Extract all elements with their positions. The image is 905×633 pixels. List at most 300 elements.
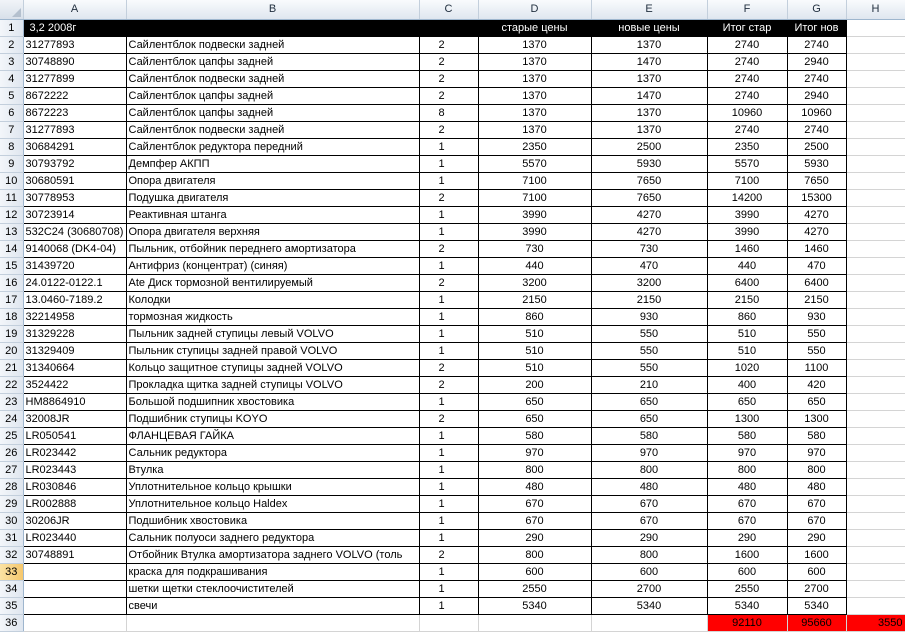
cell-h[interactable] [846,257,905,274]
cell-g[interactable]: 800 [787,461,846,478]
row-header[interactable]: 8 [0,138,23,155]
cell-f[interactable]: 10960 [707,104,787,121]
cell-f[interactable]: 970 [707,444,787,461]
cell-g[interactable]: 670 [787,512,846,529]
cell-h[interactable] [846,53,905,70]
row-header[interactable]: 20 [0,342,23,359]
cell-c[interactable]: 1 [419,223,478,240]
cell-b[interactable]: краска для подкрашивания [126,563,419,580]
cell-g[interactable]: 10960 [787,104,846,121]
cell-a[interactable]: HM8864910 [23,393,126,410]
row-header[interactable]: 24 [0,410,23,427]
cell-e[interactable]: 650 [591,410,707,427]
cell-f[interactable]: 600 [707,563,787,580]
row-header[interactable]: 2 [0,36,23,53]
cell-b[interactable]: Сайлентблок цапфы задней [126,87,419,104]
cell-f[interactable]: 2350 [707,138,787,155]
cell-d[interactable]: 2550 [478,580,591,597]
row-header[interactable]: 4 [0,70,23,87]
cell-g[interactable]: 470 [787,257,846,274]
row-header[interactable]: 35 [0,597,23,614]
cell-b[interactable]: Сайлентблок цапфы задней [126,53,419,70]
cell-g[interactable]: 930 [787,308,846,325]
cell-h[interactable] [846,580,905,597]
cell-c[interactable]: 1 [419,427,478,444]
cell-f[interactable]: 2150 [707,291,787,308]
cell-a[interactable]: 8672222 [23,87,126,104]
cell-d[interactable]: 480 [478,478,591,495]
cell-d[interactable]: 510 [478,342,591,359]
cell-g[interactable]: 1300 [787,410,846,427]
row-header[interactable]: 15 [0,257,23,274]
row-header[interactable]: 7 [0,121,23,138]
cell-e[interactable]: 670 [591,512,707,529]
cell-e[interactable]: 7650 [591,189,707,206]
cell-d[interactable]: 1370 [478,36,591,53]
column-header-c[interactable]: C [419,0,478,19]
cell-d[interactable]: 440 [478,257,591,274]
column-header-d[interactable]: D [478,0,591,19]
cell-c[interactable]: 2 [419,274,478,291]
column-header-f[interactable]: F [707,0,787,19]
cell-b[interactable]: Пыльник, отбойник переднего амортизатора [126,240,419,257]
cell-c[interactable]: 2 [419,121,478,138]
cell-d[interactable]: 600 [478,563,591,580]
cell-a[interactable]: 30206JR [23,512,126,529]
cell-g[interactable]: 5340 [787,597,846,614]
cell-c[interactable]: 2 [419,410,478,427]
row-header[interactable]: 34 [0,580,23,597]
cell-d[interactable]: 650 [478,393,591,410]
cell-a[interactable]: 30778953 [23,189,126,206]
cell-b[interactable]: Сальник редуктора [126,444,419,461]
cell-g1[interactable]: Итог нов [787,19,846,36]
cell-b[interactable]: Сайлентблок редуктора передний [126,138,419,155]
cell-d[interactable]: 7100 [478,189,591,206]
row-header[interactable]: 17 [0,291,23,308]
total-new-cell[interactable]: 95660 [787,614,846,631]
cell-a1[interactable]: 3,2 2008г [23,19,126,36]
cell-g[interactable]: 7650 [787,172,846,189]
cell-e[interactable]: 1470 [591,53,707,70]
cell-d[interactable]: 670 [478,495,591,512]
cell-d[interactable]: 1370 [478,104,591,121]
cell-f[interactable]: 580 [707,427,787,444]
cell-b[interactable]: Сайлентблок подвески задней [126,70,419,87]
cell-b[interactable]: Пыльник ступицы задней правой VOLVO [126,342,419,359]
cell-a[interactable]: LR050541 [23,427,126,444]
cell-g[interactable]: 2740 [787,36,846,53]
cell-h[interactable] [846,597,905,614]
total-difference-cell[interactable]: 3550 [846,614,905,631]
cell-h[interactable] [846,563,905,580]
cell-g[interactable]: 2700 [787,580,846,597]
row-header[interactable]: 11 [0,189,23,206]
row-header[interactable]: 31 [0,529,23,546]
cell-a[interactable]: LR002888 [23,495,126,512]
cell-g[interactable]: 2150 [787,291,846,308]
cell-f[interactable]: 2740 [707,121,787,138]
cell-a[interactable]: 31277893 [23,121,126,138]
row-header[interactable]: 32 [0,546,23,563]
cell-e[interactable]: 5340 [591,597,707,614]
cell-f[interactable]: 290 [707,529,787,546]
cell-b[interactable]: Демпфер АКПП [126,155,419,172]
cell-a[interactable]: 31340664 [23,359,126,376]
cell-h[interactable] [846,444,905,461]
cell-b[interactable]: Сайлентблок цапфы задней [126,104,419,121]
row-header[interactable]: 21 [0,359,23,376]
cell-d[interactable]: 5340 [478,597,591,614]
cell-d[interactable]: 800 [478,546,591,563]
cell-e[interactable]: 2500 [591,138,707,155]
cell-b[interactable]: Отбойник Втулка амортизатора заднего VOLVO (толь [126,546,419,563]
cell-b[interactable]: Втулка [126,461,419,478]
cell-f[interactable]: 670 [707,512,787,529]
cell-f[interactable]: 14200 [707,189,787,206]
cell-g[interactable]: 420 [787,376,846,393]
cell-b[interactable]: шетки щетки стеклоочистителей [126,580,419,597]
row-header[interactable]: 19 [0,325,23,342]
cell-a[interactable]: 13.0460-7189.2 [23,291,126,308]
row-header[interactable]: 9 [0,155,23,172]
cell-c[interactable]: 8 [419,104,478,121]
cell-f[interactable]: 7100 [707,172,787,189]
cell-e[interactable]: 650 [591,393,707,410]
cell-d[interactable]: 670 [478,512,591,529]
cell-h[interactable] [846,512,905,529]
cell-g[interactable]: 5930 [787,155,846,172]
cell-b[interactable]: Антифриз (концентрат) (синяя) [126,257,419,274]
cell-a[interactable]: 24.0122-0122.1 [23,274,126,291]
cell-h[interactable] [846,206,905,223]
cell-a[interactable]: 31439720 [23,257,126,274]
cell-g[interactable]: 1600 [787,546,846,563]
cell-a[interactable]: 9140068 (DK4-04) [23,240,126,257]
row-header[interactable]: 26 [0,444,23,461]
cell-d[interactable]: 1370 [478,87,591,104]
cell-c[interactable]: 1 [419,325,478,342]
cell-d[interactable]: 970 [478,444,591,461]
cell-h[interactable] [846,121,905,138]
cell-c[interactable]: 1 [419,393,478,410]
cell-b[interactable] [126,614,419,631]
cell-c[interactable]: 2 [419,240,478,257]
cell-c[interactable]: 1 [419,597,478,614]
cell-f[interactable]: 1020 [707,359,787,376]
cell-c[interactable]: 1 [419,478,478,495]
cell-d[interactable]: 1370 [478,121,591,138]
cell-e[interactable]: 550 [591,325,707,342]
row-header[interactable]: 25 [0,427,23,444]
cell-g[interactable]: 480 [787,478,846,495]
cell-d[interactable] [478,614,591,631]
cell-a[interactable]: 31277893 [23,36,126,53]
cell-a[interactable]: 30723914 [23,206,126,223]
row-header[interactable]: 27 [0,461,23,478]
cell-a[interactable]: 31329228 [23,325,126,342]
cell-g[interactable]: 2740 [787,70,846,87]
cell-a[interactable]: 8672223 [23,104,126,121]
cell-e[interactable]: 600 [591,563,707,580]
cell-a[interactable]: 30684291 [23,138,126,155]
cell-g[interactable]: 580 [787,427,846,444]
cell-f[interactable]: 2740 [707,70,787,87]
select-all-corner[interactable] [0,0,23,19]
cell-f[interactable]: 670 [707,495,787,512]
cell-h[interactable] [846,546,905,563]
row-header[interactable]: 30 [0,512,23,529]
cell-c[interactable]: 1 [419,580,478,597]
cell-e[interactable]: 1370 [591,36,707,53]
cell-b[interactable]: Ate Диск тормозной вентилируемый [126,274,419,291]
cell-g[interactable]: 4270 [787,223,846,240]
cell-c[interactable]: 1 [419,461,478,478]
cell-f[interactable]: 5340 [707,597,787,614]
cell-e[interactable]: 5930 [591,155,707,172]
cell-c[interactable]: 2 [419,376,478,393]
cell-b[interactable]: Подшибник ступицы KOYO [126,410,419,427]
cell-e[interactable]: 970 [591,444,707,461]
total-old-cell[interactable]: 92110 [707,614,787,631]
cell-h[interactable] [846,155,905,172]
cell-c[interactable]: 1 [419,257,478,274]
cell-b[interactable]: Опора двигателя верхняя [126,223,419,240]
cell-f[interactable]: 400 [707,376,787,393]
cell-a[interactable] [23,563,126,580]
cell-a[interactable]: LR023440 [23,529,126,546]
cell-f[interactable]: 1300 [707,410,787,427]
row-header[interactable]: 3 [0,53,23,70]
cell-c[interactable]: 1 [419,512,478,529]
cell-h[interactable] [846,359,905,376]
cell-b[interactable]: Колодки [126,291,419,308]
cell-b[interactable]: Сайлентблок подвески задней [126,36,419,53]
cell-h[interactable] [846,308,905,325]
cell-g[interactable]: 4270 [787,206,846,223]
cell-a[interactable]: LR030846 [23,478,126,495]
cell-c[interactable]: 1 [419,308,478,325]
cell-g[interactable]: 670 [787,495,846,512]
cell-e[interactable]: 800 [591,546,707,563]
cell-e[interactable]: 480 [591,478,707,495]
cell-f[interactable]: 2740 [707,53,787,70]
cell-h[interactable] [846,138,905,155]
cell-c[interactable]: 1 [419,138,478,155]
cell-a[interactable]: 31329409 [23,342,126,359]
cell-a[interactable]: 30748890 [23,53,126,70]
cell-b[interactable]: Реактивная штанга [126,206,419,223]
cell-d[interactable]: 580 [478,427,591,444]
cell-d[interactable]: 510 [478,359,591,376]
cell-g[interactable]: 1460 [787,240,846,257]
cell-f[interactable]: 3990 [707,223,787,240]
cell-d[interactable]: 3990 [478,206,591,223]
column-header-a[interactable]: A [23,0,126,19]
cell-f1[interactable]: Итог стар [707,19,787,36]
cell-a[interactable] [23,580,126,597]
cell-a[interactable]: 532C24 (30680708) [23,223,126,240]
cell-d[interactable]: 3990 [478,223,591,240]
cell-e[interactable]: 2150 [591,291,707,308]
cell-b[interactable]: свечи [126,597,419,614]
cell-g[interactable]: 550 [787,342,846,359]
cell-g[interactable]: 2500 [787,138,846,155]
row-header[interactable]: 33 [0,563,23,580]
cell-a[interactable]: LR023443 [23,461,126,478]
cell-c[interactable]: 2 [419,70,478,87]
cell-h[interactable] [846,478,905,495]
cell-g[interactable]: 15300 [787,189,846,206]
row-header[interactable]: 29 [0,495,23,512]
cell-c[interactable] [419,614,478,631]
cell-b[interactable]: Большой подшипник хвостовика [126,393,419,410]
cell-d[interactable]: 2350 [478,138,591,155]
cell-e[interactable]: 4270 [591,223,707,240]
cell-h[interactable] [846,36,905,53]
cell-b[interactable]: Опора двигателя [126,172,419,189]
cell-b[interactable]: Сайлентблок подвески задней [126,121,419,138]
cell-f[interactable]: 650 [707,393,787,410]
cell-g[interactable]: 600 [787,563,846,580]
cell-g[interactable]: 1100 [787,359,846,376]
cell-b[interactable]: Сальник полуоси заднего редуктора [126,529,419,546]
cell-d1[interactable]: старые цены [478,19,591,36]
row-header[interactable]: 22 [0,376,23,393]
cell-c[interactable]: 2 [419,546,478,563]
cell-f[interactable]: 5570 [707,155,787,172]
cell-a[interactable]: 30748891 [23,546,126,563]
cell-h[interactable] [846,376,905,393]
cell-a[interactable]: 32008JR [23,410,126,427]
cell-b[interactable]: тормозная жидкость [126,308,419,325]
cell-h[interactable] [846,87,905,104]
cell-b1[interactable] [126,19,419,36]
cell-e[interactable]: 730 [591,240,707,257]
cell-h[interactable] [846,427,905,444]
row-header[interactable]: 12 [0,206,23,223]
cell-f[interactable]: 800 [707,461,787,478]
cell-d[interactable]: 5570 [478,155,591,172]
cell-b[interactable]: Подшибник хвостовика [126,512,419,529]
cell-h[interactable] [846,189,905,206]
cell-e[interactable]: 580 [591,427,707,444]
cell-e[interactable]: 550 [591,359,707,376]
cell-f[interactable]: 480 [707,478,787,495]
cell-d[interactable]: 800 [478,461,591,478]
cell-e[interactable]: 670 [591,495,707,512]
cell-c[interactable]: 1 [419,444,478,461]
cell-h[interactable] [846,393,905,410]
row-header[interactable]: 10 [0,172,23,189]
cell-e[interactable]: 470 [591,257,707,274]
cell-b[interactable]: Уплотнительное кольцо Haldex [126,495,419,512]
cell-e[interactable]: 1370 [591,104,707,121]
cell-c[interactable]: 1 [419,342,478,359]
cell-c1[interactable] [419,19,478,36]
cell-f[interactable]: 2740 [707,36,787,53]
cell-h[interactable] [846,274,905,291]
cell-e[interactable]: 4270 [591,206,707,223]
cell-d[interactable]: 290 [478,529,591,546]
cell-e[interactable]: 930 [591,308,707,325]
cell-c[interactable]: 1 [419,563,478,580]
cell-b[interactable]: Уплотнительное кольцо крышки [126,478,419,495]
row-header[interactable]: 14 [0,240,23,257]
cell-e[interactable]: 7650 [591,172,707,189]
cell-b[interactable]: Кольцо защитное ступицы задней VOLVO [126,359,419,376]
cell-f[interactable]: 2550 [707,580,787,597]
cell-c[interactable]: 1 [419,495,478,512]
cell-a[interactable]: 30793792 [23,155,126,172]
cell-d[interactable]: 7100 [478,172,591,189]
cell-f[interactable]: 2740 [707,87,787,104]
cell-c[interactable]: 1 [419,206,478,223]
cell-e[interactable]: 1370 [591,121,707,138]
cell-a[interactable]: 31277899 [23,70,126,87]
cell-e[interactable]: 290 [591,529,707,546]
cell-e[interactable]: 3200 [591,274,707,291]
cell-d[interactable]: 730 [478,240,591,257]
cell-f[interactable]: 440 [707,257,787,274]
cell-a[interactable]: 32214958 [23,308,126,325]
cell-e[interactable] [591,614,707,631]
cell-f[interactable]: 3990 [707,206,787,223]
row-header[interactable]: 16 [0,274,23,291]
cell-c[interactable]: 2 [419,53,478,70]
row-header[interactable]: 5 [0,87,23,104]
cell-c[interactable]: 2 [419,189,478,206]
cell-c[interactable]: 2 [419,87,478,104]
cell-f[interactable]: 510 [707,325,787,342]
cell-e[interactable]: 2700 [591,580,707,597]
cell-h[interactable] [846,410,905,427]
cell-g[interactable]: 970 [787,444,846,461]
cell-e[interactable]: 1370 [591,70,707,87]
cell-c[interactable]: 2 [419,36,478,53]
cell-a[interactable]: 30680591 [23,172,126,189]
cell-h[interactable] [846,495,905,512]
cell-b[interactable]: ФЛАНЦЕВАЯ ГАЙКА [126,427,419,444]
cell-c[interactable]: 1 [419,529,478,546]
cell-b[interactable]: Пыльник задней ступицы левый VOLVO [126,325,419,342]
cell-d[interactable]: 1370 [478,53,591,70]
cell-g[interactable]: 6400 [787,274,846,291]
cell-h[interactable] [846,172,905,189]
cell-f[interactable]: 510 [707,342,787,359]
cell-h[interactable] [846,291,905,308]
cell-a[interactable]: 3524422 [23,376,126,393]
cell-h[interactable] [846,325,905,342]
column-header-h[interactable]: H [846,0,905,19]
cell-a[interactable] [23,614,126,631]
cell-h[interactable] [846,342,905,359]
cell-e[interactable]: 210 [591,376,707,393]
row-header[interactable]: 13 [0,223,23,240]
cell-h[interactable] [846,240,905,257]
cell-g[interactable]: 290 [787,529,846,546]
cell-g[interactable]: 650 [787,393,846,410]
row-header[interactable]: 18 [0,308,23,325]
cell-h[interactable] [846,104,905,121]
row-header[interactable]: 28 [0,478,23,495]
cell-a[interactable] [23,597,126,614]
cell-d[interactable]: 860 [478,308,591,325]
cell-d[interactable]: 3200 [478,274,591,291]
cell-e[interactable]: 800 [591,461,707,478]
cell-c[interactable]: 1 [419,291,478,308]
cell-d[interactable]: 510 [478,325,591,342]
